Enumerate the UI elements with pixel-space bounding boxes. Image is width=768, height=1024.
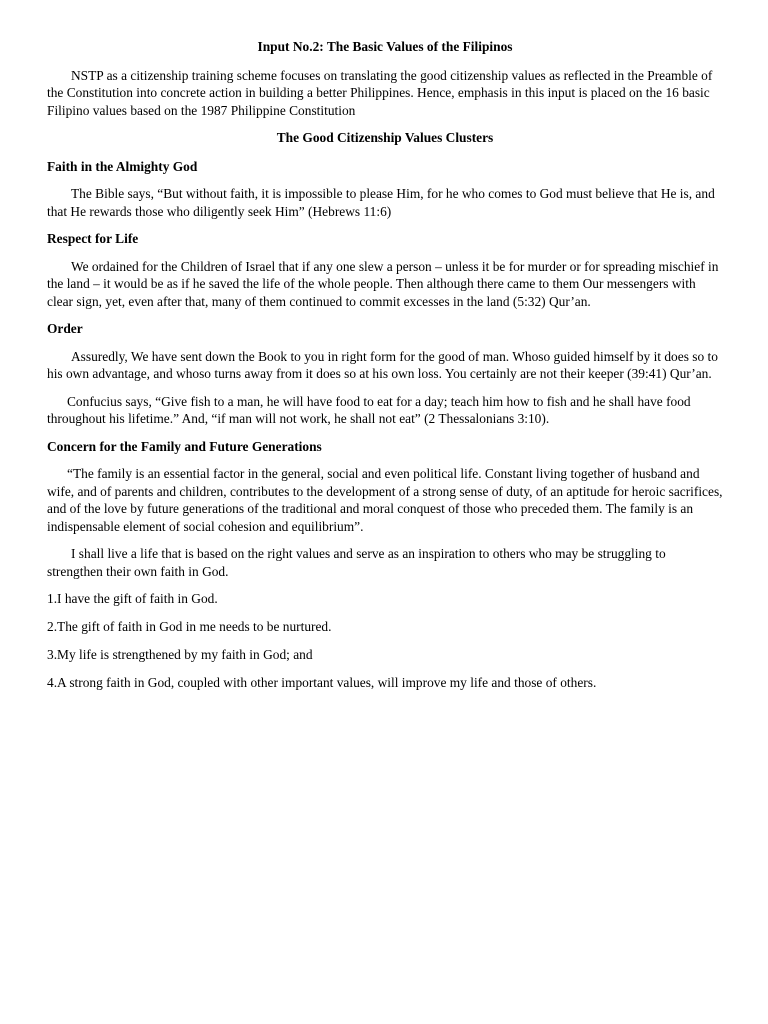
list-item: 2.The gift of faith in God in me needs to be nurtured. bbox=[47, 619, 332, 634]
section-paragraph: We ordained for the Children of Israel that if any one slew a person – unless it be for murder or for spreading mischief in the land – it would be as if he saved the life of the whole people. Then although there came to them Our messengers with clear sign, yet, even after that, many of them continued to commit excesses in the land (5:32) Qur’an. bbox=[47, 258, 719, 309]
section-heading-respect-for-life: Respect for Life bbox=[47, 231, 139, 246]
section-paragraph: I shall live a life that is based on the right values and serve as an inspiration to others who may be struggling to strengthen their own faith in God. bbox=[47, 546, 666, 579]
list-item: 1.I have the gift of faith in God. bbox=[47, 591, 218, 606]
section-heading-family: Concern for the Family and Future Generations bbox=[47, 438, 322, 454]
list-item: 4.A strong faith in God, coupled with other important values, will improve my life and those of others. bbox=[47, 675, 597, 690]
list-item: 3.My life is strengthened by my faith in God; and bbox=[47, 647, 313, 662]
intro-paragraph: NSTP as a citizenship training scheme focuses on translating the good citizenship values as reflected in the Preamble of the Constitution into concrete action in building a better Philippines. Hence, emphasis in this input is placed on the 16 basic Filipino values based on the 1987 Philippine Constitution bbox=[47, 67, 713, 118]
section-paragraph: “The family is an essential factor in the general, social and even political life. Constant living together of husband and wife, and of parents and children, contributes to the development of a strong sense of duty, of an aptitude for heroic sacrifices, and of the love by future generations of the traditional and moral conquest of those who preceded them. The family is an indispensable element of social cohesion and equilibrium”. bbox=[47, 466, 723, 534]
section-paragraph: Assuredly, We have sent down the Book to you in right form for the good of man. Whoso guided himself by it does so to his own advantage, and whoso turns away from it does so at his own loss. You certainly are not their keeper (39:41) Qur’an. bbox=[47, 348, 718, 381]
document-title: Input No.2: The Basic Values of the Filipinos bbox=[257, 39, 513, 54]
cluster-title: The Good Citizenship Values Clusters bbox=[276, 130, 494, 145]
document-page bbox=[47, 38, 723, 702]
section-paragraph: The Bible says, “But without faith, it is impossible to please Him, for he who comes to God must believe that He is, and that He rewards those who diligently seek Him” (Hebrews 11:6) bbox=[47, 186, 715, 219]
section-heading-order: Order bbox=[47, 321, 83, 336]
section-heading-faith: Faith in the Almighty God bbox=[47, 158, 198, 174]
section-paragraph: Confucius says, “Give fish to a man, he will have food to eat for a day; teach him how to fish and he shall have food throughout his lifetime.” And, “if man will not work, he shall not eat” (2 Thessalonians 3:10). bbox=[47, 393, 691, 426]
